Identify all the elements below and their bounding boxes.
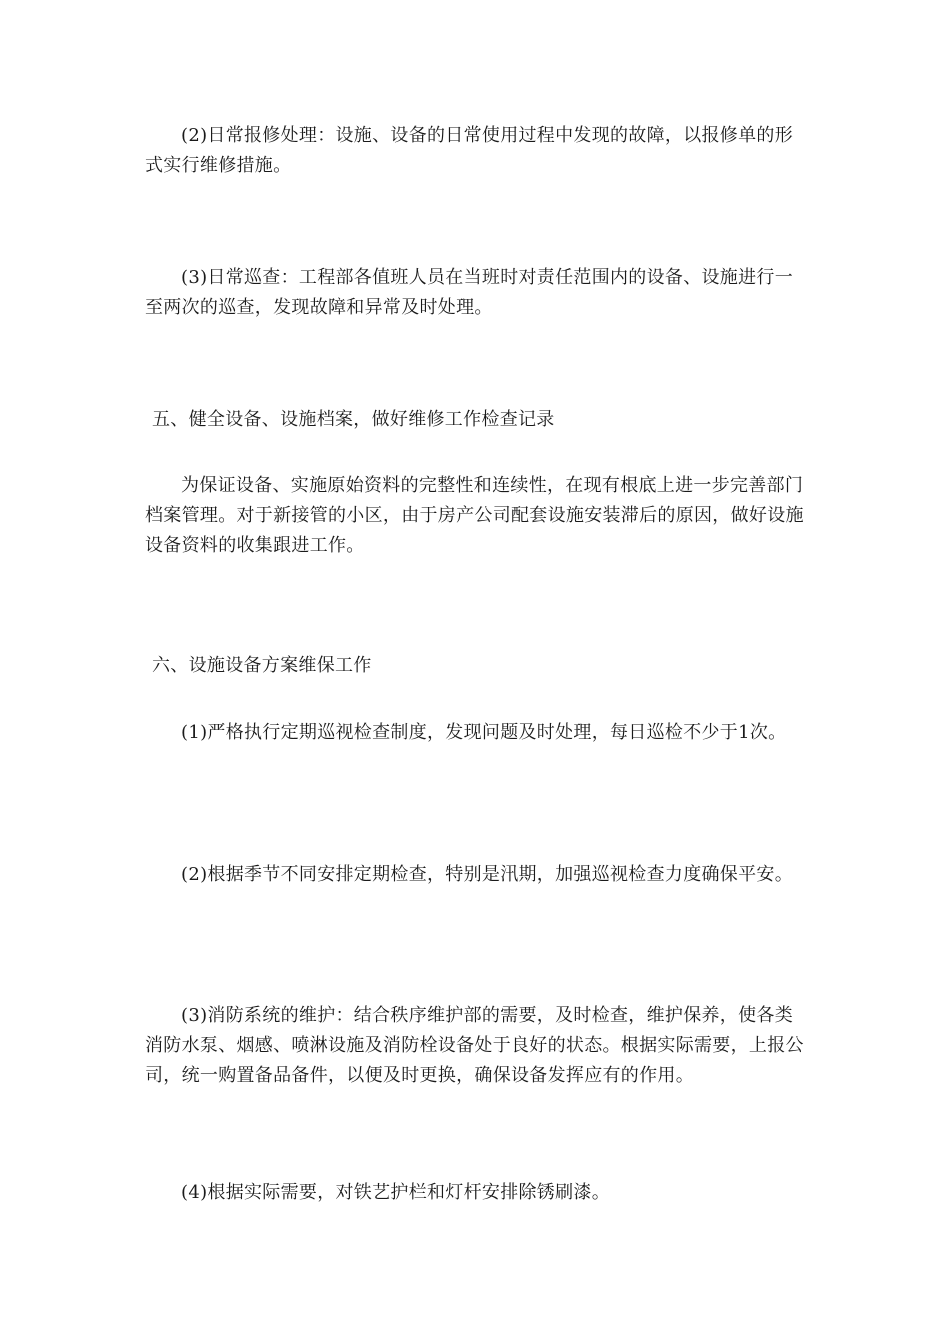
- section-heading-five: 五、健全设备、设施档案，做好维修工作检查记录: [152, 409, 555, 430]
- section-heading-six: 六、设施设备方案维保工作: [152, 655, 372, 676]
- paragraph-daily-repair: (2)日常报修处理：设施、设备的日常使用过程中发现的故障，以报修单的形式实行维修措施。: [145, 125, 793, 176]
- paragraph-fire-system-maintenance: (3)消防系统的维护：结合秩序维护部的需要，及时检查，维护保养，使各类消防水泵、烟感、喷淋设施及消防栓设备处于良好的状态。根据实际需要，上报公司，统一购置备品备件，以便及时更换，确保设备发挥应有的作用。: [145, 1005, 804, 1086]
- paragraph-daily-patrol: (3)日常巡查：工程部各值班人员在当班时对责任范围内的设备、设施进行一至两次的巡查，发现故障和异常及时处理。: [145, 267, 793, 318]
- paragraph-rust-painting: (4)根据实际需要，对铁艺护栏和灯杆安排除锈刷漆。: [181, 1182, 610, 1203]
- paragraph-seasonal-inspection: (2)根据季节不同安排定期检查，特别是汛期，加强巡视检查力度确保平安。: [181, 864, 793, 885]
- paragraph-periodic-inspection: (1)严格执行定期巡视检查制度，发现问题及时处理，每日巡检不少于1次。: [181, 722, 787, 743]
- paragraph-archive-management: 为保证设备、实施原始资料的完整性和连续性，在现有根底上进一步完善部门档案管理。对于新接管的小区，由于房产公司配套设施安装滞后的原因，做好设施设备资料的收集跟进工作。: [145, 475, 804, 556]
